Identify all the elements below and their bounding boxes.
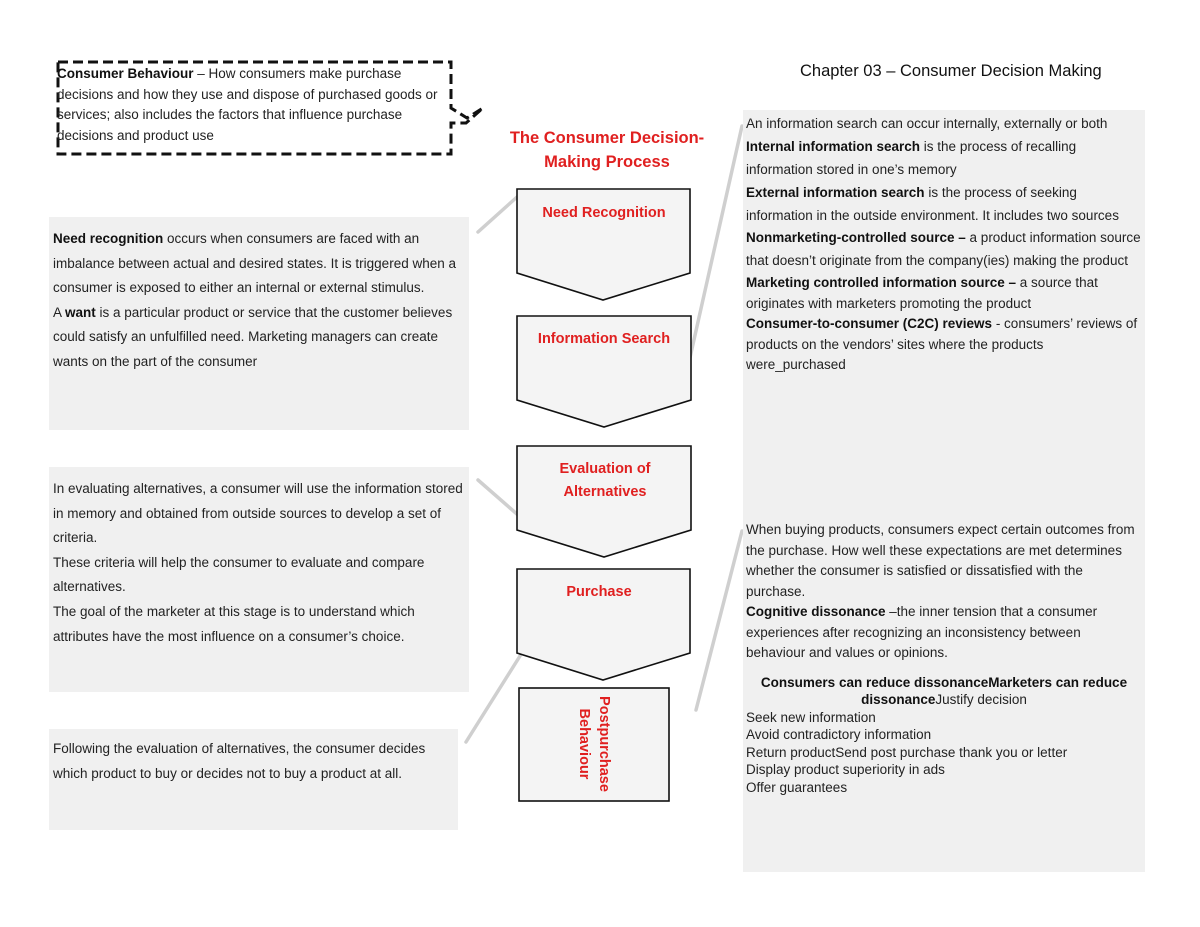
step-label-purchase: Purchase: [566, 584, 632, 600]
connector-post: [696, 531, 742, 710]
post-intro: When buying products, consumers expect certain outcomes from the purchase. How well these expectations are met determines whether the consumer is satisfied or dissatisfied with the purchase.: [746, 522, 1135, 599]
cd-text: –the inner tension that a consumer experiences after recognizing an inconsistency between behaviour and values or opinions.: [746, 604, 1098, 660]
information-search-box: [743, 110, 1145, 516]
eval-para-3: The goal of the marketer at this stage is to understand which attributes have the most influence on a consumer’s choice.: [53, 603, 415, 644]
c2c-term: Consumer-to-consumer (C2C) reviews: [746, 316, 993, 331]
eval-para-2: These criteria will help the consumer to evaluate and compare alternatives.: [53, 554, 425, 595]
post-line-5: Offer guarantees: [746, 779, 848, 795]
postpurchase-box: [743, 516, 1145, 872]
cd-term: Cognitive dissonance: [746, 604, 886, 619]
want-pre: A: [53, 304, 66, 320]
want-text: is a particular product or service that the customer believes could satisfy an unfulfilled need. Marketing managers can create wants on the part of the consumer: [53, 304, 453, 369]
definition-term: Consumer Behaviour: [57, 66, 194, 81]
post-heading: [746, 674, 1142, 709]
reduce-dissonance-heading: Consumers can reduce dissonanceMarketers can reduce dissonance: [760, 674, 1128, 707]
eval-para-1: In evaluating alternatives, a consumer will use the information stored in memory and obtained from outside sources to develop a set of criteria.: [53, 481, 463, 546]
step-label-post-wrap: [519, 688, 669, 800]
info-intro: An information search can occur internally, externally or both: [746, 116, 1108, 131]
need-term: Need recognition: [53, 231, 164, 246]
post-line-1: Seek new information: [746, 709, 876, 725]
nonmarketing-term: Nonmarketing-controlled source –: [746, 230, 966, 245]
chapter-title: Chapter 03 – Consumer Decision Making: [800, 62, 1102, 80]
need-recognition-box: [49, 217, 469, 430]
internal-text: is the process of recalling information stored in one’s memory: [746, 139, 1077, 177]
step-label-post: Postpurchase Behaviour: [576, 696, 612, 792]
post-line-3: Return productSend post purchase thank you or letter: [746, 744, 1068, 760]
step-label-info: Information Search: [537, 331, 671, 347]
marketing-term: Marketing controlled information source –: [746, 275, 1017, 290]
c2c-text: - consumers’ reviews of products on the vendors’ sites where the products were_purchased: [746, 316, 1138, 372]
post-line-4: Display product superiority in ads: [746, 762, 945, 777]
internal-term: Internal information search: [746, 139, 921, 154]
purchase-text: Following the evaluation of alternatives, the consumer decides which product to buy or decides not to buy a product at all.: [53, 741, 426, 781]
external-term: External information search: [746, 185, 925, 200]
info-marketing: [746, 272, 1142, 314]
heading-tail: Justify decision: [935, 692, 1027, 707]
connector-need: [478, 197, 517, 232]
nonmarketing-text: a product information source that doesn’t originate from the company(ies) making the product: [746, 230, 1141, 268]
marketing-text: a source that originates with marketers promoting the product: [746, 275, 1098, 311]
consumer-behaviour-definition: [57, 64, 449, 146]
step-label-need: Need Recognition: [542, 205, 666, 221]
info-c2c: [746, 314, 1142, 376]
post-line-2: Avoid contradictory information: [746, 727, 932, 742]
process-title: The Consumer Decision-Making Process: [509, 129, 705, 171]
want-term: want: [65, 304, 96, 320]
step-label-eval: Evaluation of Alternatives: [559, 461, 651, 500]
purchase-box: [49, 729, 458, 830]
info-nonmarketing: [746, 227, 1142, 272]
need-para-2: [53, 301, 465, 375]
post-cognitive-dissonance: [746, 602, 1142, 664]
evaluation-box: [49, 467, 469, 692]
need-text: occurs when consumers are faced with an imbalance between actual and desired states. It is triggered when a consumer is exposed to either an internal or external stimulus.: [53, 231, 456, 296]
need-para-1: [53, 227, 465, 301]
definition-text: – How consumers make purchase decisions and how they use and dispose of purchased goods or services; also includes the factors that influence purchase decisions and product use: [57, 66, 438, 143]
external-text: is the process of seeking information in the outside environment. It includes two sources: [746, 185, 1119, 223]
connector-purchase: [466, 656, 520, 742]
info-external: [746, 181, 1142, 227]
info-internal: [746, 135, 1142, 181]
